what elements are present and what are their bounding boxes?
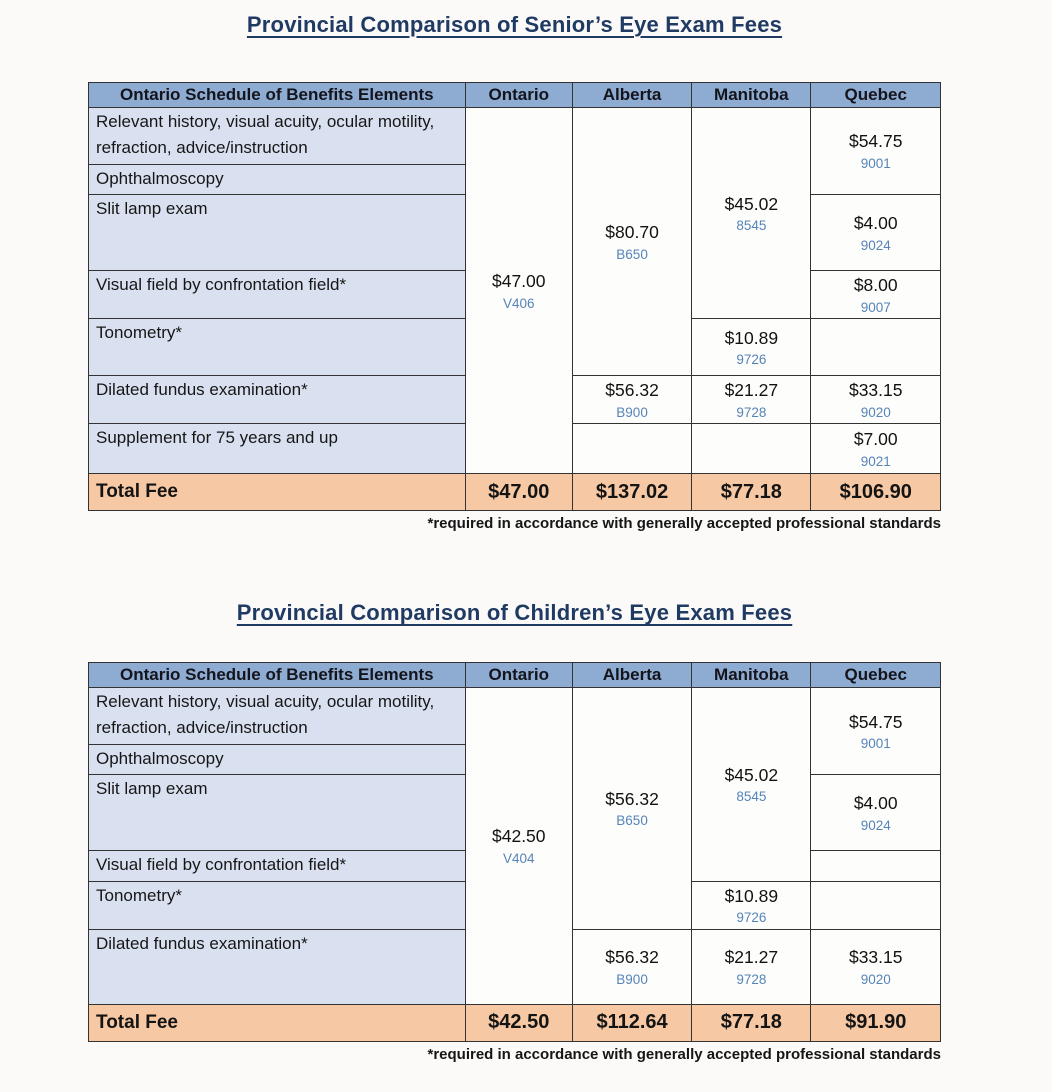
column-header-quebec: Quebec [811, 83, 941, 108]
row-label-slit-lamp-exam: Slit lamp exam [89, 195, 466, 271]
quebec-fee-cell [811, 376, 941, 424]
billing-code: 9024 [860, 237, 891, 253]
column-header-manitoba: Manitoba [692, 663, 811, 688]
children-fees-table [88, 662, 941, 1041]
table-header [89, 83, 941, 108]
fee-amount: $4.00 [853, 793, 898, 814]
seniors-table-title: Provincial Comparison of Senior’s Eye Exam Fees [246, 12, 783, 37]
total-fee-label: Total Fee [89, 1004, 466, 1041]
row-label-slit-lamp-exam: Slit lamp exam [89, 775, 466, 851]
total-ontario: $47.00 [465, 474, 572, 511]
row-label-visual-field-by-confrontation-field: Visual field by confrontation field* [89, 271, 466, 319]
billing-code: 9021 [860, 453, 891, 469]
manitoba-fee-cell [692, 108, 811, 319]
row-label-relevant-history-visual-acuity-ocular-motility-refraction-advice-instruction: Relevant history, visual acuity, ocular motility, refraction, advice/instruction [89, 688, 466, 745]
row-label-supplement-for-75-years-and-up: Supplement for 75 years and up [89, 424, 466, 474]
billing-code: 9020 [860, 404, 891, 420]
row-label-tonometry: Tonometry* [89, 319, 466, 376]
row-label-relevant-history-visual-acuity-ocular-motility-refraction-advice-instruction: Relevant history, visual acuity, ocular motility, refraction, advice/instruction [89, 108, 466, 165]
row-label-ophthalmoscopy: Ophthalmoscopy [89, 744, 466, 774]
fee-amount: $21.27 [724, 947, 779, 968]
column-header-ontario: Ontario [465, 83, 572, 108]
billing-code: 9726 [736, 352, 767, 368]
quebec-fee-cell [811, 108, 941, 195]
fee-amount: $45.02 [724, 193, 779, 214]
table-body [89, 688, 941, 1041]
alberta-fee-cell [572, 688, 691, 929]
total-quebec: $106.90 [811, 474, 941, 511]
total-alberta: $137.02 [572, 474, 691, 511]
quebec-fee-cell [811, 319, 941, 376]
total-manitoba: $77.18 [692, 474, 811, 511]
billing-code: B650 [616, 246, 648, 262]
header-row [89, 663, 941, 688]
ontario-fee-cell [465, 108, 572, 474]
billing-code: B650 [616, 813, 648, 829]
billing-code: B900 [616, 971, 648, 987]
billing-code: 9024 [860, 817, 891, 833]
total-quebec: $91.90 [811, 1004, 941, 1041]
manitoba-fee-cell [692, 688, 811, 881]
billing-code: 8545 [736, 218, 767, 234]
total-manitoba: $77.18 [692, 1004, 811, 1041]
total-alberta: $112.64 [572, 1004, 691, 1041]
table-row-relevant-history-visual-acuity-ocular-motility-refraction-advice-instruction [89, 688, 941, 745]
column-header-alberta: Alberta [572, 663, 691, 688]
total-ontario: $42.50 [465, 1004, 572, 1041]
billing-code: V404 [503, 850, 535, 866]
fee-amount: $56.32 [605, 788, 659, 809]
billing-code: 9001 [860, 155, 891, 171]
row-label-tonometry: Tonometry* [89, 881, 466, 929]
children-fees-section [88, 600, 941, 1062]
billing-code: 9728 [736, 404, 767, 420]
total-fee-label: Total Fee [89, 474, 466, 511]
quebec-fee-cell [811, 775, 941, 851]
row-label-visual-field-by-confrontation-field: Visual field by confrontation field* [89, 851, 466, 881]
column-header-ontario-schedule-of-benefits-elements: Ontario Schedule of Benefits Elements [89, 83, 466, 108]
billing-code: 9726 [736, 910, 767, 925]
fee-amount: $42.50 [492, 826, 546, 847]
billing-code: B900 [616, 404, 648, 420]
fee-amount: $10.89 [724, 327, 779, 348]
seniors-footnote: *required in accordance with generally accepted professional standards [427, 515, 941, 533]
billing-code: 9020 [860, 971, 891, 987]
fee-amount: $10.89 [724, 885, 779, 906]
total-fee-row [89, 474, 941, 511]
alberta-fee-cell [572, 929, 691, 1004]
fee-amount: $33.15 [848, 947, 903, 968]
billing-code: 9001 [860, 736, 891, 752]
seniors-fees-section [88, 12, 941, 532]
row-label-dilated-fundus-examination: Dilated fundus examination* [89, 376, 466, 424]
quebec-fee-cell [811, 271, 941, 319]
row-label-ophthalmoscopy: Ophthalmoscopy [89, 164, 466, 194]
column-header-manitoba: Manitoba [692, 83, 811, 108]
manitoba-fee-cell [692, 376, 811, 424]
table-body [89, 108, 941, 511]
quebec-fee-cell [811, 929, 941, 1004]
alberta-fee-cell [572, 376, 691, 424]
total-fee-row [89, 1004, 941, 1041]
fee-amount: $54.75 [848, 711, 903, 732]
billing-code: 9728 [736, 971, 767, 987]
alberta-fee-cell [572, 424, 691, 474]
column-header-ontario: Ontario [465, 663, 572, 688]
manitoba-fee-cell [692, 424, 811, 474]
billing-code: V406 [503, 295, 535, 311]
manitoba-fee-cell [692, 929, 811, 1004]
seniors-fees-table [88, 82, 941, 511]
fee-amount: $80.70 [605, 222, 659, 243]
children-table-title: Provincial Comparison of Children’s Eye Exam Fees [236, 600, 793, 626]
quebec-fee-cell [811, 424, 941, 474]
fee-amount: $33.15 [848, 380, 903, 401]
quebec-fee-cell [811, 881, 941, 929]
manitoba-fee-cell [692, 881, 811, 929]
fee-amount: $45.02 [724, 764, 779, 785]
column-header-quebec: Quebec [811, 663, 941, 688]
fee-amount: $56.32 [605, 380, 659, 401]
fee-amount: $8.00 [853, 275, 898, 296]
quebec-fee-cell [811, 195, 941, 271]
billing-code: 9007 [860, 299, 891, 315]
billing-code: 8545 [736, 789, 767, 805]
column-header-ontario-schedule-of-benefits-elements: Ontario Schedule of Benefits Elements [89, 663, 466, 688]
row-label-dilated-fundus-examination: Dilated fundus examination* [89, 929, 466, 1004]
manitoba-fee-cell [692, 319, 811, 376]
column-header-alberta: Alberta [572, 83, 691, 108]
fee-amount: $56.32 [605, 947, 659, 968]
fee-amount: $7.00 [853, 429, 898, 450]
table-header [89, 663, 941, 688]
fee-amount: $4.00 [853, 213, 898, 233]
children-footnote: *required in accordance with generally accepted professional standards [427, 1045, 941, 1063]
table-row-relevant-history-visual-acuity-ocular-motility-refraction-advice-instruction [89, 108, 941, 165]
ontario-fee-cell [465, 688, 572, 1004]
header-row [89, 83, 941, 108]
fee-amount: $47.00 [492, 271, 546, 292]
fee-amount: $21.27 [724, 380, 779, 401]
quebec-fee-cell [811, 688, 941, 775]
fee-amount: $54.75 [848, 131, 903, 152]
alberta-fee-cell [572, 108, 691, 376]
quebec-fee-cell [811, 851, 941, 881]
